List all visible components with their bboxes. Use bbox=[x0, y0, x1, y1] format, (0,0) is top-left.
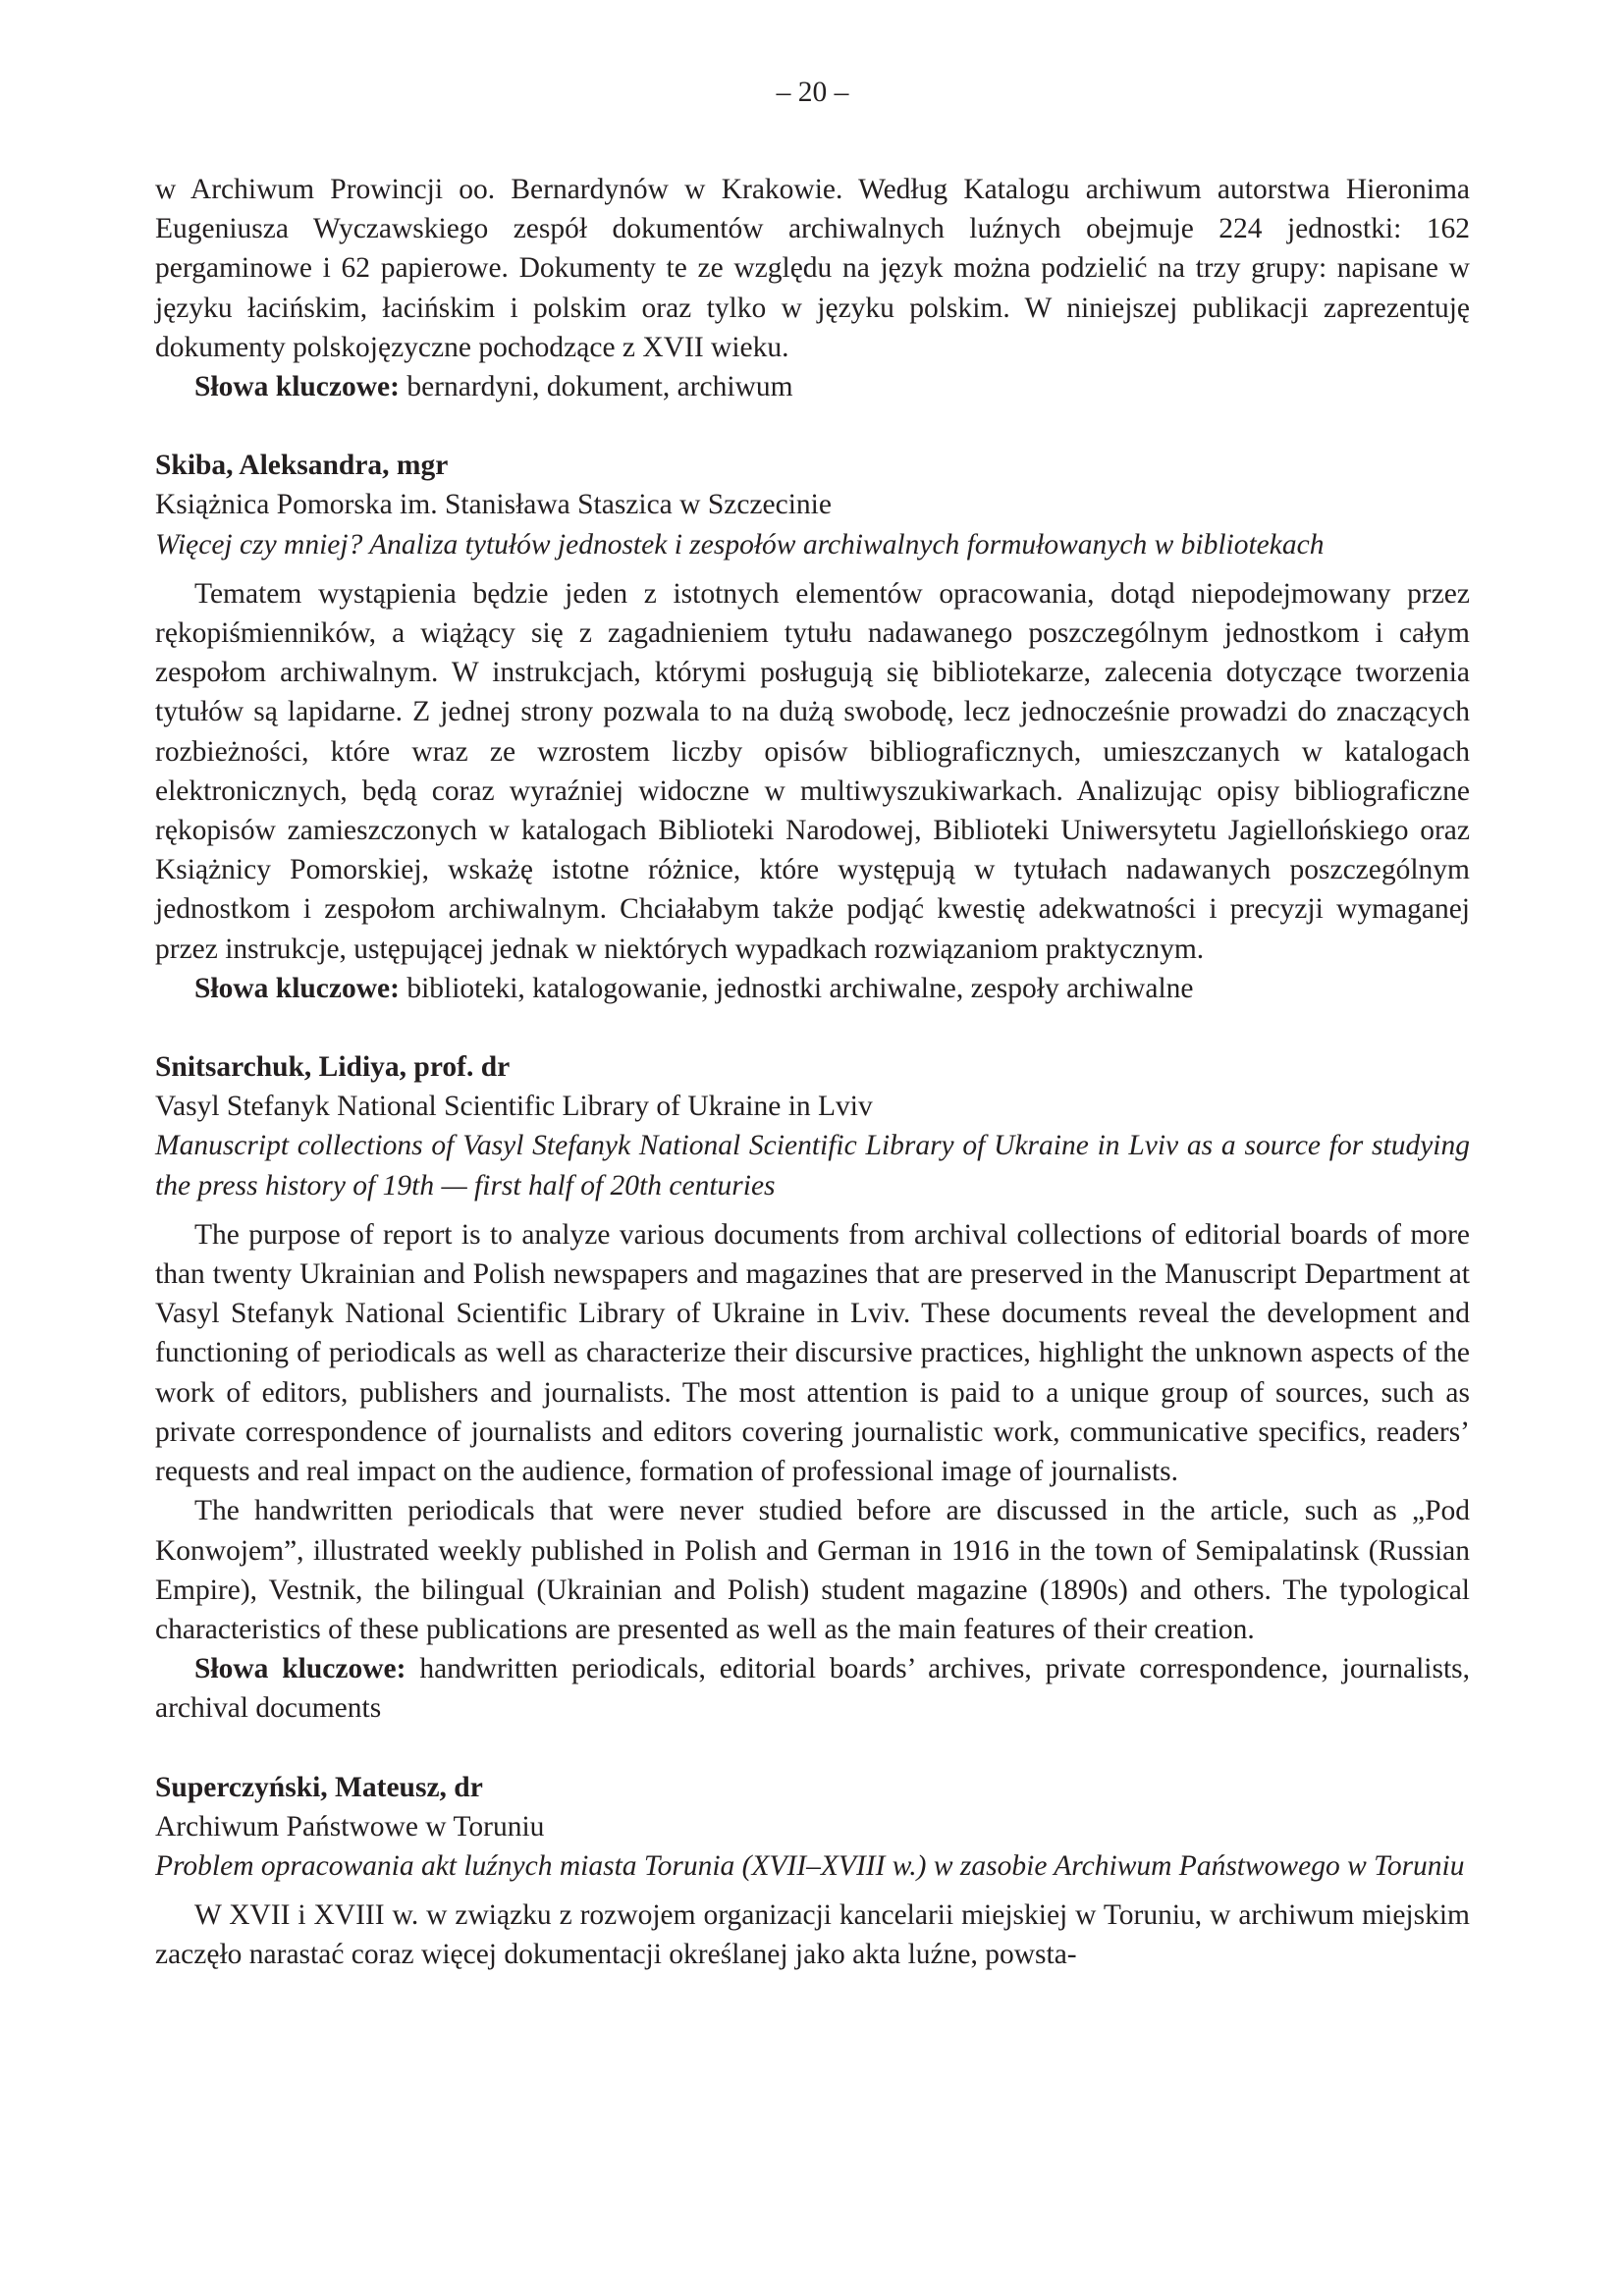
keywords-text: biblioteki, katalogowanie, jednostki archiwalne, zespoły archiwalne bbox=[399, 972, 1194, 1004]
keywords-label: Słowa kluczowe: bbox=[194, 972, 400, 1004]
entry-affiliation: Książnica Pomorska im. Stanisława Staszica w Szczecinie bbox=[155, 489, 832, 521]
intro-paragraph: w Archiwum Prowincji oo. Bernardynów w Krakowie. Według Katalogu archiwum autorstwa Hieronima Eugeniusza Wyczawskiego zespół dokumentów archiwalnych luźnych obejmuje 224 jednostki: 162 pergaminowe i 62 papierowe. Dokumenty te ze względu na język można podzielić na trzy grupy: napisane w języku łacińskim, łacińskim i polskim oraz tylko w języku polskim. W niniejszej publikacji zaprezentuję dokumenty polskojęzyczne pochodzące z XVII wieku. bbox=[155, 174, 1470, 363]
entry-skiba bbox=[155, 446, 1470, 1008]
entry-snitsarchuk bbox=[155, 1047, 1470, 1728]
keywords-text: bernardyni, dokument, archiwum bbox=[399, 371, 793, 403]
entry-paragraph: The purpose of report is to analyze various documents from archival collections of editorial boards of more than twenty Ukrainian and Polish newspapers and magazines that are preserved in the Manuscript Department at Vasyl Stefanyk National Scientific Library of Ukraine in Lviv. These documents reveal the development and functioning of periodicals as well as characterize their discursive practices, highlight the unknown aspects of the work of editors, publishers and journalists. The most attention is paid to a unique group of sources, such as private correspondence of journalists and editors covering journalistic work, communicative specifics, readers’ requests and real impact on the audience, formation of professional image of journalists. bbox=[155, 1218, 1470, 1488]
entry-paragraph: Tematem wystąpienia będzie jeden z istotnych elementów opracowania, dotąd niepodejmowany przez rękopiśmienników, a wiążący się z zagadnieniem tytułu nadawanego poszczególnym jednostkom i całym zespołom archiwalnym. W instrukcjach, którymi posługują się bibliotekarze, zalecenia dotyczące tworzenia tytułów są lapidarne. Z jednej strony pozwala to na dużą swobodę, lecz jednocześnie prowadzi do znaczących rozbieżności, które wraz ze wzrostem liczby opisów bibliograficznych, umieszczanych w katalogach elektronicznych, będą coraz wyraźniej widoczne w multiwyszukiwarkach. Analizując opisy bibliograficzne rękopisów zamieszczonych w katalogach Biblioteki Narodowej, Biblioteki Uniwersytetu Jagiellońskiego oraz Książnicy Pomorskiej, wskażę istotne różnice, które występują w tytułach nadawanych poszczególnym jednostkom i zespołom archiwalnym. Chciałabym także podjąć kwestię adekwatności i precyzji wymaganej przez instrukcje, ustępującej jednak w niektórych wypadkach rozwiązaniom praktycznym. bbox=[155, 577, 1470, 965]
entry-affiliation: Vasyl Stefanyk National Scientific Library of Ukraine in Lviv bbox=[155, 1091, 873, 1123]
entry-superczynski bbox=[155, 1768, 1470, 1975]
entry-author: Skiba, Aleksandra, mgr bbox=[155, 450, 449, 482]
entry-title: Więcej czy mniej? Analiza tytułów jednostek i zespołów archiwalnych formułowanych w bibliotekach bbox=[155, 528, 1325, 561]
keywords-label: Słowa kluczowe: bbox=[194, 371, 400, 403]
entry-affiliation: Archiwum Państwowe w Toruniu bbox=[155, 1810, 545, 1842]
entry-paragraph: The handwritten periodicals that were never studied before are discussed in the article, such as „Pod Konwojem”, illustrated weekly published in Polish and German in 1916 in the town of Semipalatinsk (Russian Empire), Vestnik, the bilingual (Ukrainian and Polish) student magazine (1890s) and others. The typological characteristics of these publications are presented as well as the main features of their creation. bbox=[155, 1495, 1470, 1645]
intro-keywords bbox=[155, 367, 1470, 406]
entry-author: Snitsarchuk, Lidiya, prof. dr bbox=[155, 1051, 511, 1084]
entry-keywords bbox=[155, 1649, 1470, 1728]
keywords-label: Słowa kluczowe: bbox=[194, 1653, 406, 1685]
intro-section bbox=[155, 170, 1470, 406]
entry-title: Manuscript collections of Vasyl Stefanyk National Scientific Library of Ukraine in Lviv as a source for studying the press history of 19th — first half of 20th centuries bbox=[155, 1130, 1470, 1201]
keywords-text: handwritten periodicals, editorial boards’ archives, private correspondence, journalists, archival documents bbox=[155, 1653, 1471, 1725]
entry-author: Superczyński, Mateusz, dr bbox=[155, 1771, 483, 1803]
page-content bbox=[155, 170, 1470, 1975]
page-number: – 20 – bbox=[776, 77, 849, 108]
entry-keywords bbox=[155, 969, 1470, 1008]
entry-paragraph: W XVII i XVIII w. w związku z rozwojem organizacji kancelarii miejskiej w Toruniu, w archiwum miejskim zaczęło narastać coraz więcej dokumentacji określanej jako akta luźne, powsta- bbox=[155, 1899, 1470, 1971]
entry-title: Problem opracowania akt luźnych miasta Torunia (XVII–XVIII w.) w zasobie Archiwum Państwowego w Toruniu bbox=[155, 1849, 1465, 1882]
